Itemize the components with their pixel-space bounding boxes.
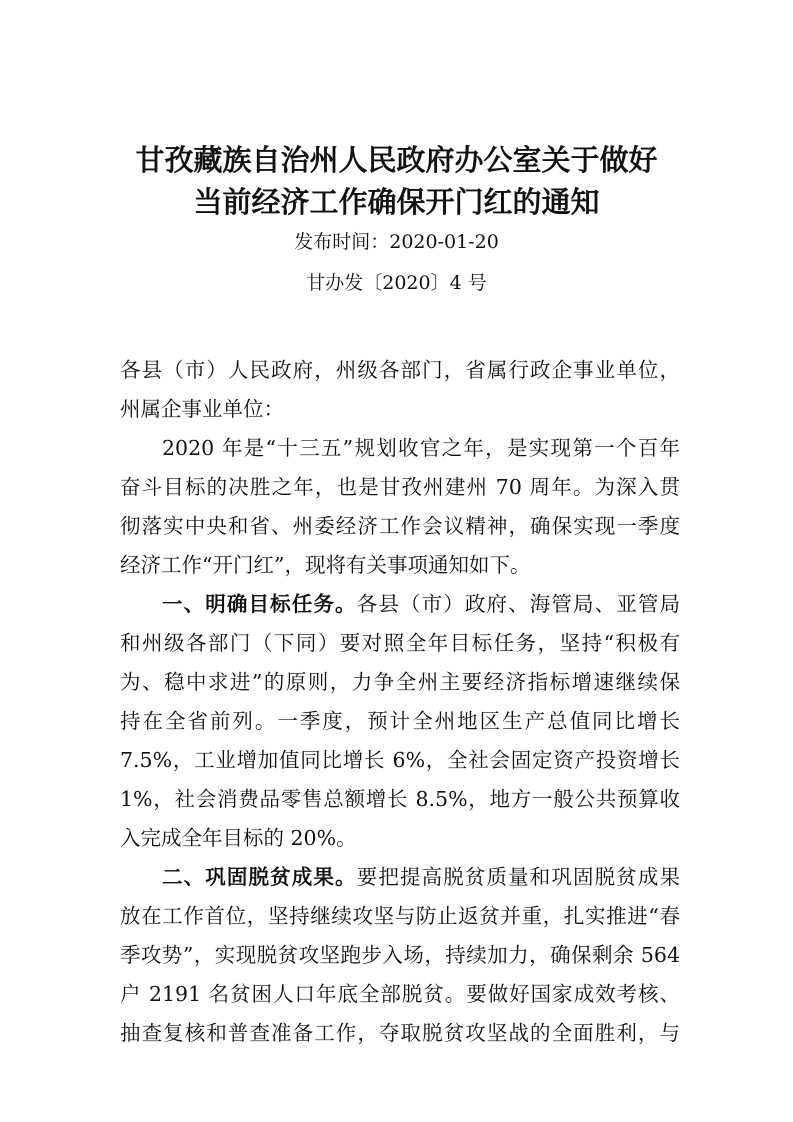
document-number: 甘办发〔2020〕4 号: [306, 272, 487, 294]
publish-label: 发布时间：: [294, 231, 390, 253]
section-2-text: 要把提高脱贫质量和巩固脱贫成果: [356, 865, 681, 889]
paragraph-line: 持在全省前列。一季度，预计全州地区生产总值同比增长: [120, 709, 680, 733]
publish-date: [0, 229, 793, 255]
paragraph-line: 户 2191 名贫困人口年底全部脱贫。要做好国家成效考核、: [120, 982, 680, 1006]
addressee-line: 各县（市）人民政府，州级各部门，省属行政企事业单位，: [120, 358, 680, 382]
document-body: [120, 351, 680, 1053]
paragraph-line: 季攻势”，实现脱贫攻坚跑步入场，持续加力，确保剩余 564: [120, 943, 680, 967]
section-1-text: 各县（市）政府、海管局、亚管局: [356, 592, 681, 616]
paragraph-line: 2020 年是“十三五”规划收官之年，是实现第一个百年: [162, 436, 680, 460]
paragraph-line: 7.5%，工业增加值同比增长 6%，全社会固定资产投资增长: [120, 748, 680, 772]
document-title-line-2: 当前经济工作确保开门红的通知: [193, 185, 600, 219]
paragraph-line: 抽查复核和普查准备工作，夺取脱贫攻坚战的全面胜利，与: [120, 1021, 680, 1045]
addressee-line: 州属企事业单位：: [120, 397, 284, 421]
section-1-heading: 一、明确目标任务。: [162, 592, 357, 616]
section-1-first-line: [120, 585, 680, 624]
paragraph-line: 为、稳中求进”的原则，力争全州主要经济指标增速继续保: [120, 670, 680, 694]
paragraph-line: 和州级各部门（下同）要对照全年目标任务，坚持“积极有: [120, 631, 680, 655]
publish-date-value: 2020-01-20: [389, 231, 499, 253]
document-title-line-1: 甘孜藏族自治州人民政府办公室关于做好: [135, 143, 658, 177]
paragraph-line: 奋斗目标的决胜之年，也是甘孜州建州 70 周年。为深入贯: [120, 475, 680, 499]
paragraph-line: 彻落实中央和省、州委经济工作会议精神，确保实现一季度: [120, 514, 680, 538]
paragraph-line: 经济工作“开门红”，现将有关事项通知如下。: [120, 553, 531, 577]
section-2-heading: 二、巩固脱贫成果。: [162, 865, 357, 889]
section-2-first-line: [120, 858, 680, 897]
paragraph-line: 放在工作首位，坚持继续攻坚与防止返贫并重，扎实推进“春: [120, 904, 680, 928]
paragraph-line: 1%，社会消费品零售总额增长 8.5%，地方一般公共预算收: [120, 787, 680, 811]
paragraph-line: 入完成全年目标的 20%。: [120, 826, 357, 850]
